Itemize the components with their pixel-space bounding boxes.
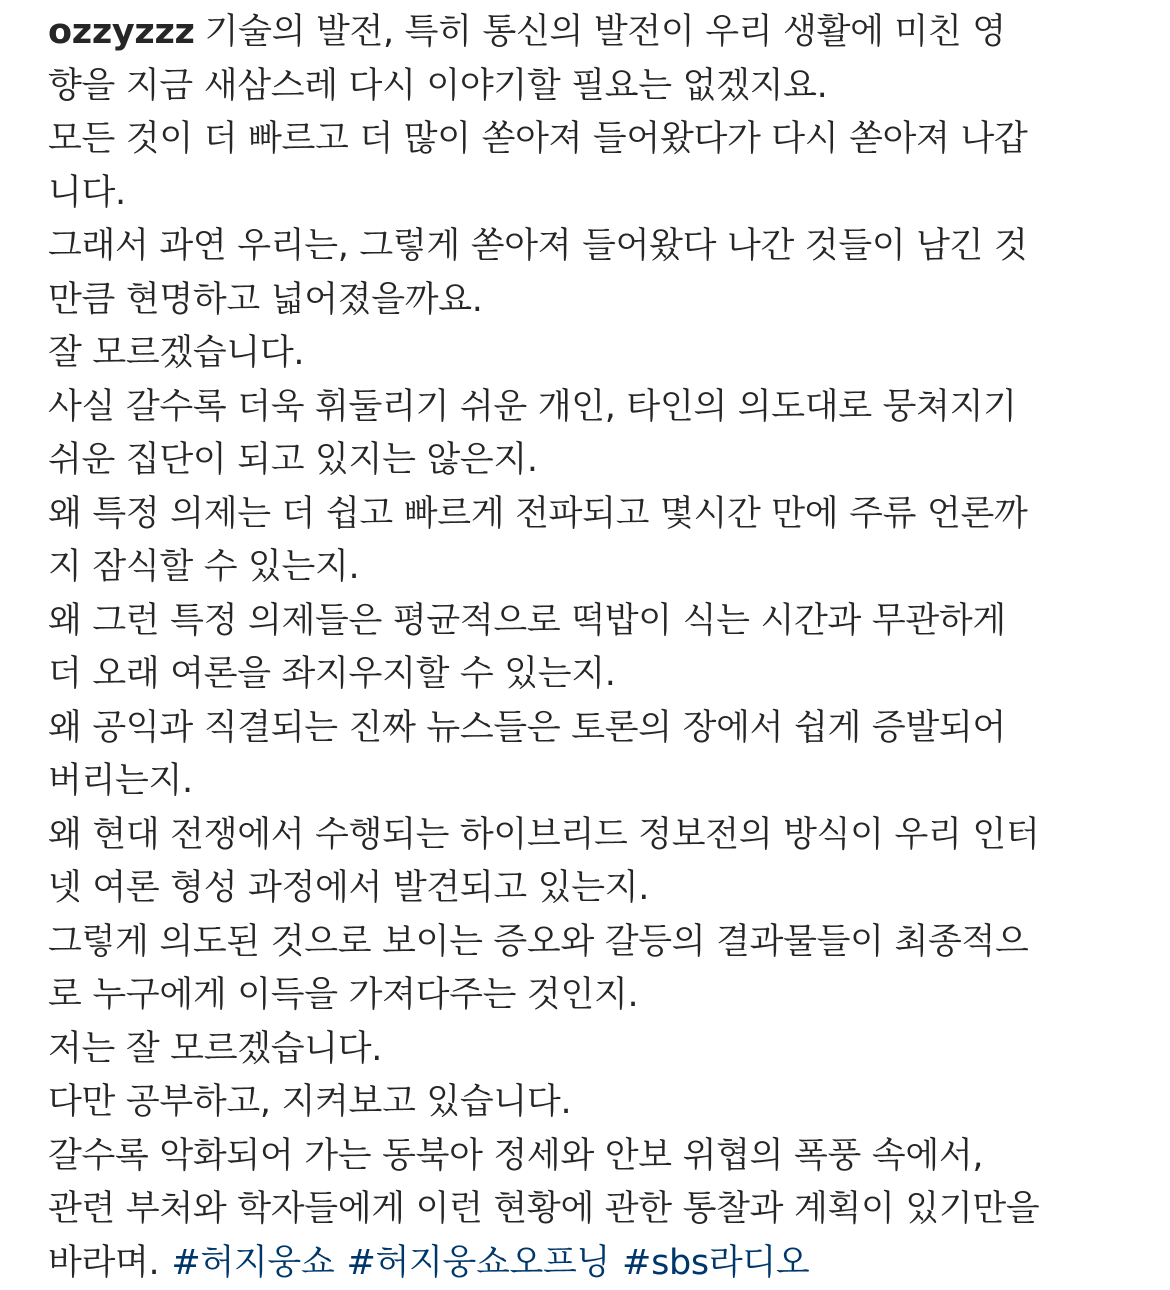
- caption-line: 니다.: [48, 167, 1126, 221]
- caption-line: 버리는지.: [48, 755, 1126, 809]
- caption-paragraph: [48, 595, 1126, 702]
- caption-paragraph: [48, 1076, 1126, 1130]
- caption-line: 잘 모르겠습니다.: [48, 327, 1126, 381]
- hashtag-link[interactable]: #허지웅쇼오프닝: [346, 1243, 610, 1283]
- caption-text: 기술의 발전, 특히 통신의 발전이 우리 생활에 미친 영: [205, 12, 1006, 52]
- caption-paragraph: [48, 327, 1126, 381]
- caption-line: 관련 부처와 학자들에게 이런 현황에 관한 통찰과 계획이 있기만을: [48, 1183, 1126, 1237]
- hashtag-link[interactable]: #sbs라디오: [622, 1243, 809, 1283]
- hashtag-group: [171, 1243, 809, 1283]
- caption-paragraph: [48, 220, 1126, 327]
- caption-text: 바라며.: [48, 1243, 159, 1283]
- caption-line: 왜 공익과 직결되는 진짜 뉴스들은 토론의 장에서 쉽게 증발되어: [48, 702, 1126, 756]
- caption-paragraph: [48, 916, 1126, 1023]
- caption-paragraph: [48, 113, 1126, 220]
- caption-line: 쉬운 집단이 되고 있지는 않은지.: [48, 434, 1126, 488]
- caption-line: [48, 6, 1126, 60]
- caption-line: 만큼 현명하고 넓어졌을까요.: [48, 274, 1126, 328]
- caption-paragraph: [48, 702, 1126, 809]
- caption-line: 더 오래 여론을 좌지우지할 수 있는지.: [48, 648, 1126, 702]
- post-caption: [48, 6, 1126, 1290]
- caption-line: 향을 지금 새삼스레 다시 이야기할 필요는 없겠지요.: [48, 60, 1126, 114]
- caption-line: 그렇게 의도된 것으로 보이는 증오와 갈등의 결과물들이 최종적으: [48, 916, 1126, 970]
- caption-line: 모든 것이 더 빠르고 더 많이 쏟아져 들어왔다가 다시 쏟아져 나갑: [48, 113, 1126, 167]
- caption-paragraph: [48, 1023, 1126, 1077]
- caption-line: 왜 현대 전쟁에서 수행되는 하이브리드 정보전의 방식이 우리 인터: [48, 809, 1126, 863]
- caption-line: 지 잠식할 수 있는지.: [48, 541, 1126, 595]
- caption-line: 다만 공부하고, 지켜보고 있습니다.: [48, 1076, 1126, 1130]
- caption-paragraph: [48, 6, 1126, 113]
- caption-line: 왜 그런 특정 의제들은 평균적으로 떡밥이 식는 시간과 무관하게: [48, 595, 1126, 649]
- caption-line: [48, 1237, 1126, 1290]
- caption-paragraph: [48, 809, 1126, 916]
- caption-line: 사실 갈수록 더욱 휘둘리기 쉬운 개인, 타인의 의도대로 뭉쳐지기: [48, 381, 1126, 435]
- hashtag-link[interactable]: #허지웅쇼: [171, 1243, 334, 1283]
- caption-line: 로 누구에게 이득을 가져다주는 것인지.: [48, 969, 1126, 1023]
- username-link[interactable]: ozzyzzz: [48, 12, 195, 52]
- caption-line: 그래서 과연 우리는, 그렇게 쏟아져 들어왔다 나간 것들이 남긴 것: [48, 220, 1126, 274]
- caption-line: 넷 여론 형성 과정에서 발견되고 있는지.: [48, 862, 1126, 916]
- caption-line: 저는 잘 모르겠습니다.: [48, 1023, 1126, 1077]
- caption-paragraph: [48, 1130, 1126, 1290]
- caption-line: 갈수록 악화되어 가는 동북아 정세와 안보 위협의 폭풍 속에서,: [48, 1130, 1126, 1184]
- caption-paragraph: [48, 488, 1126, 595]
- caption-line: 왜 특정 의제는 더 쉽고 빠르게 전파되고 몇시간 만에 주류 언론까: [48, 488, 1126, 542]
- caption-paragraph: [48, 381, 1126, 488]
